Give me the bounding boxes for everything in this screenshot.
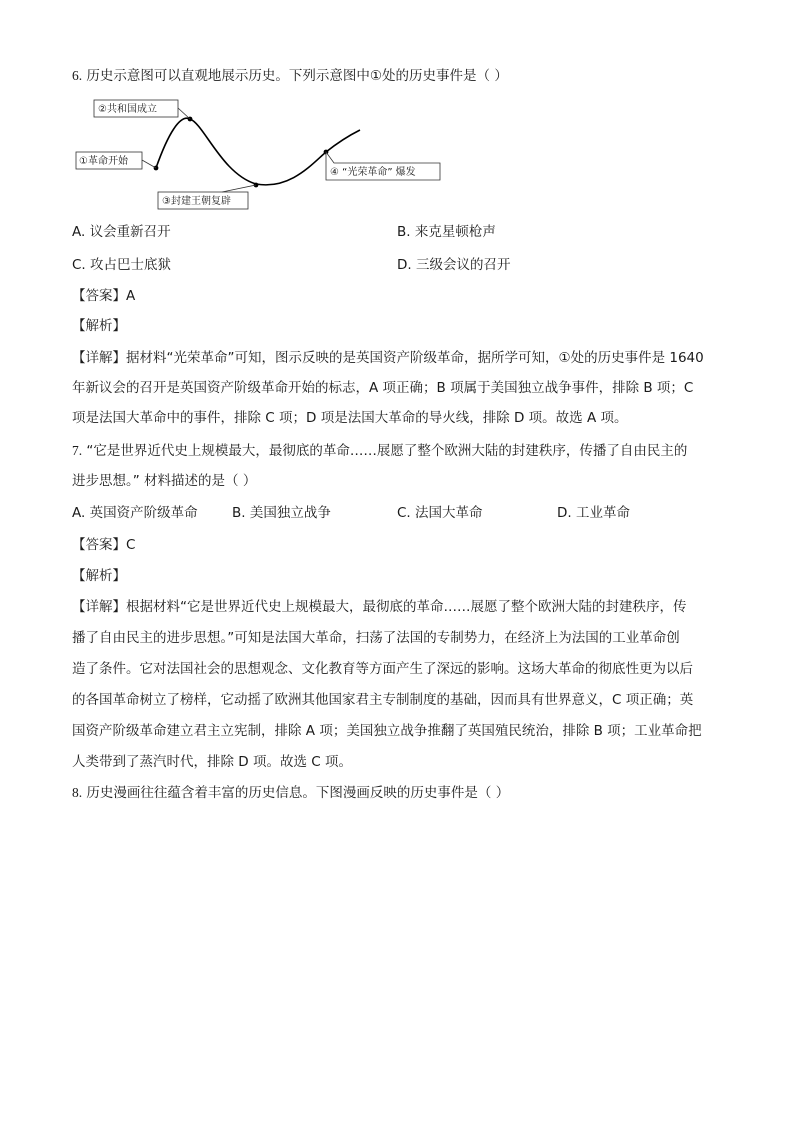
- q8-stem-text: 历史漫画往往蕴含着丰富的历史信息。下图漫画反映的历史事件是（ ）: [86, 785, 510, 801]
- q6-answer: 【答案】A: [72, 288, 136, 304]
- label-3: ③封建王朝复辟: [162, 196, 231, 207]
- q7-detail-line-3: 造了条件。它对法国社会的思想观念、文化教育等方面产生了深远的影响。这场大革命的彻底性更为以后: [72, 661, 693, 677]
- q7-detail-line-5: 国资产阶级革命建立君主立宪制，排除 A 项；美国独立战争推翻了英国殖民统治，排除 B 项；工业革命把: [72, 723, 702, 739]
- q6-option-a[interactable]: A. 议会重新召开: [72, 224, 171, 240]
- q7-analysis: 【解析】: [72, 568, 126, 584]
- q7-answer: 【答案】C: [72, 537, 136, 553]
- q7-detail-line-4: 的各国革命树立了榜样，它动摇了欧洲其他国家君主专制制度的基础，因而具有世界意义，C 项正确；英: [72, 692, 694, 708]
- q7-option-b[interactable]: B. 美国独立战争: [232, 505, 331, 521]
- q7-number: 7.: [72, 443, 83, 458]
- q6-option-d[interactable]: D. 三级会议的召开: [397, 257, 511, 273]
- q6-detail-line-2: 年新议会的召开是英国资产阶级革命开始的标志，A 项正确；B 项属于美国独立战争事件，排除 B 项；C: [72, 380, 694, 396]
- q7-stem-line-2: 进步思想。” 材料描述的是（ ）: [72, 473, 257, 489]
- q6-diagram: [72, 94, 452, 214]
- label-4: ④ “光荣革命” 爆发: [330, 167, 416, 178]
- q6-number: 6.: [72, 68, 83, 83]
- q6-stem: [72, 66, 508, 86]
- q7-option-d[interactable]: D. 工业革命: [557, 505, 630, 521]
- q8-stem: [72, 783, 509, 803]
- q7-detail-line-2: 播了自由民主的进步思想。”可知是法国大革命，扫荡了法国的专制势力，在经济上为法国的工业革命创: [72, 630, 680, 646]
- label-1: ①革命开始: [79, 156, 128, 167]
- q6-detail-line-1: 【详解】据材料“光荣革命”可知，图示反映的是英国资产阶级革命，据所学可知，①处的历史事件是 1640: [72, 350, 704, 366]
- q6-analysis: 【解析】: [72, 318, 126, 334]
- q7-option-a[interactable]: A. 英国资产阶级革命: [72, 505, 198, 521]
- q7-stem-text-1: “它是世界近代史上规模最大，最彻底的革命……展愿了整个欧洲大陆的封建秩序，传播了自由民主的: [86, 443, 688, 459]
- q7-detail-line-1: 【详解】根据材料“它是世界近代史上规模最大，最彻底的革命……展愿了整个欧洲大陆的封建秩序，传: [72, 599, 687, 615]
- q7-option-c[interactable]: C. 法国大革命: [397, 505, 483, 521]
- q7-stem-line-1: [72, 441, 687, 461]
- q6-detail-line-3: 项是法国大革命中的事件，排除 C 项；D 项是法国大革命的导火线，排除 D 项。故选 A 项。: [72, 410, 628, 426]
- q6-option-b[interactable]: B. 来克星顿枪声: [397, 224, 496, 240]
- q6-stem-text: 历史示意图可以直观地展示历史。下列示意图中①处的历史事件是（ ）: [86, 68, 508, 84]
- label-2: ②共和国成立: [98, 104, 157, 115]
- q7-detail-line-6: 人类带到了蒸汽时代，排除 D 项。故选 C 项。: [72, 754, 352, 770]
- q8-number: 8.: [72, 785, 83, 800]
- q6-option-c[interactable]: C. 攻占巴士底狱: [72, 257, 172, 273]
